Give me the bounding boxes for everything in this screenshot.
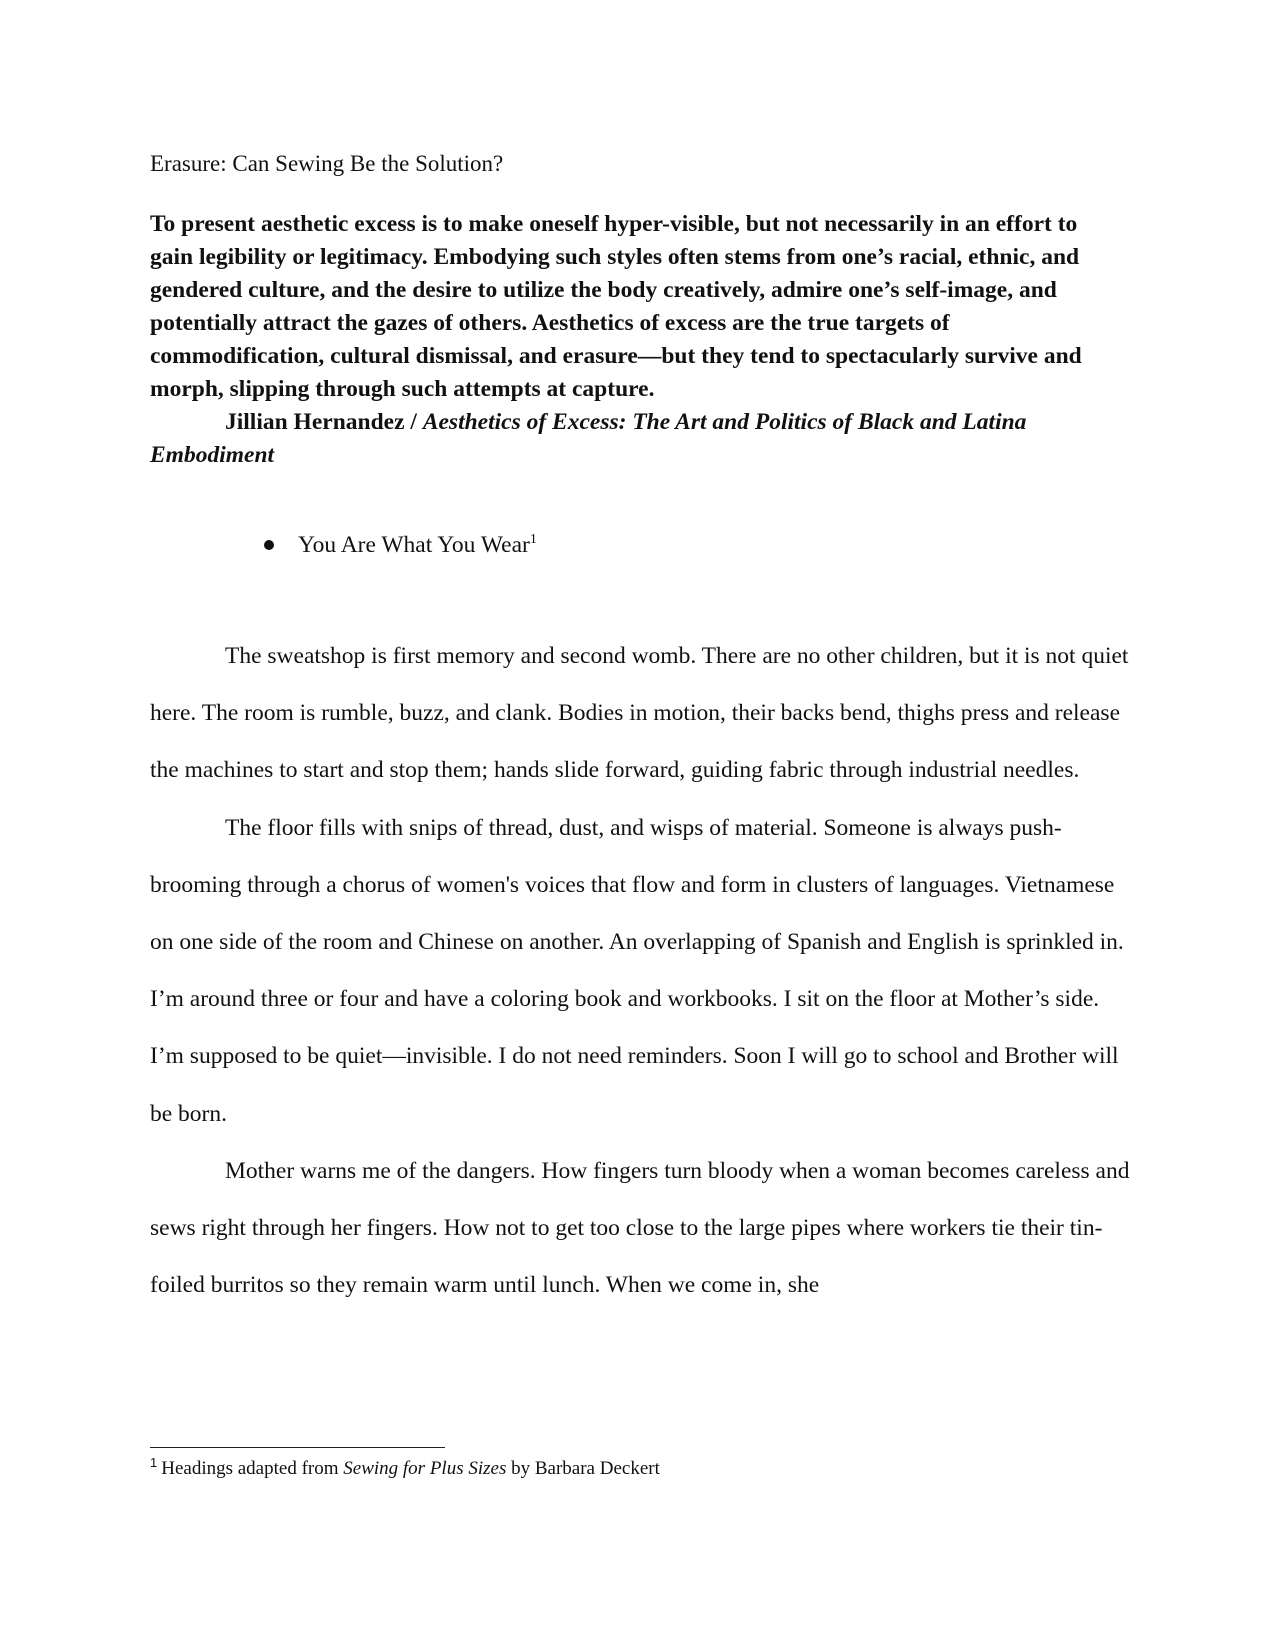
epigraph-separator: / <box>404 409 423 435</box>
paragraph: The sweatshop is first memory and second womb. There are no other children, but it is not quiet here. The room is rumble, buzz, and clank. Bodies in motion, their backs bend, thighs press and release the machines to start and stop them; hands slide forward, guiding fabric through industrial needles. <box>150 643 1129 784</box>
section-heading <box>264 530 537 560</box>
body-text <box>150 628 1130 1314</box>
footnote-marker: 1 <box>150 1454 158 1470</box>
footnote-book-title: Sewing for Plus Sizes <box>343 1458 507 1479</box>
footnote-divider <box>150 1447 445 1448</box>
section-heading-text: You Are What You Wear <box>298 532 530 558</box>
footnote-text-before: Headings adapted from <box>161 1458 344 1479</box>
epigraph-quote: To present aesthetic excess is to make oneself hyper-visible, but not necessarily in an effort to gain legibility or legitimacy. Embodying such styles often stems from one’s racial, ethnic, and gendered culture, and the desire to utilize the body creatively, admire one’s self-image, and potentially attract the gazes of others. Aesthetics of excess are the true targets of commodification, cultural dismissal, and erasure—but they tend to spectacularly survive and morph, slipping through such attempts at capture. <box>150 211 1082 402</box>
epigraph <box>150 208 1120 472</box>
footnote <box>150 1456 660 1482</box>
bullet-icon <box>264 540 274 550</box>
paragraph: The floor fills with snips of thread, dust, and wisps of material. Someone is always push-brooming through a chorus of women's voices that flow and form in clusters of languages. Vietnamese on one side of the room and Chinese on another. An overlapping of Spanish and English is sprinkled in. I’m around three or four and have a coloring book and workbooks. I sit on the floor at Mother’s side. I’m supposed to be quiet—invisible. I do not need reminders. Soon I will go to school and Brother will be born. <box>150 814 1124 1127</box>
document-title: Erasure: Can Sewing Be the Solution? <box>150 151 504 176</box>
epigraph-attribution <box>150 406 1120 472</box>
footnote-reference: 1 <box>529 532 537 548</box>
footnote-text-after: by Barbara Deckert <box>506 1458 660 1479</box>
epigraph-work-title: Aesthetics of Excess: The Art and Politics of Black and Latina Embodiment <box>150 409 1027 468</box>
epigraph-author: Jillian Hernandez <box>225 409 405 435</box>
paragraph: Mother warns me of the dangers. How fingers turn bloody when a woman becomes careless and sews right through her fingers. How not to get too close to the large pipes where workers tie their tin-foiled burritos so they remain warm until lunch. When we come in, she <box>150 1157 1130 1299</box>
